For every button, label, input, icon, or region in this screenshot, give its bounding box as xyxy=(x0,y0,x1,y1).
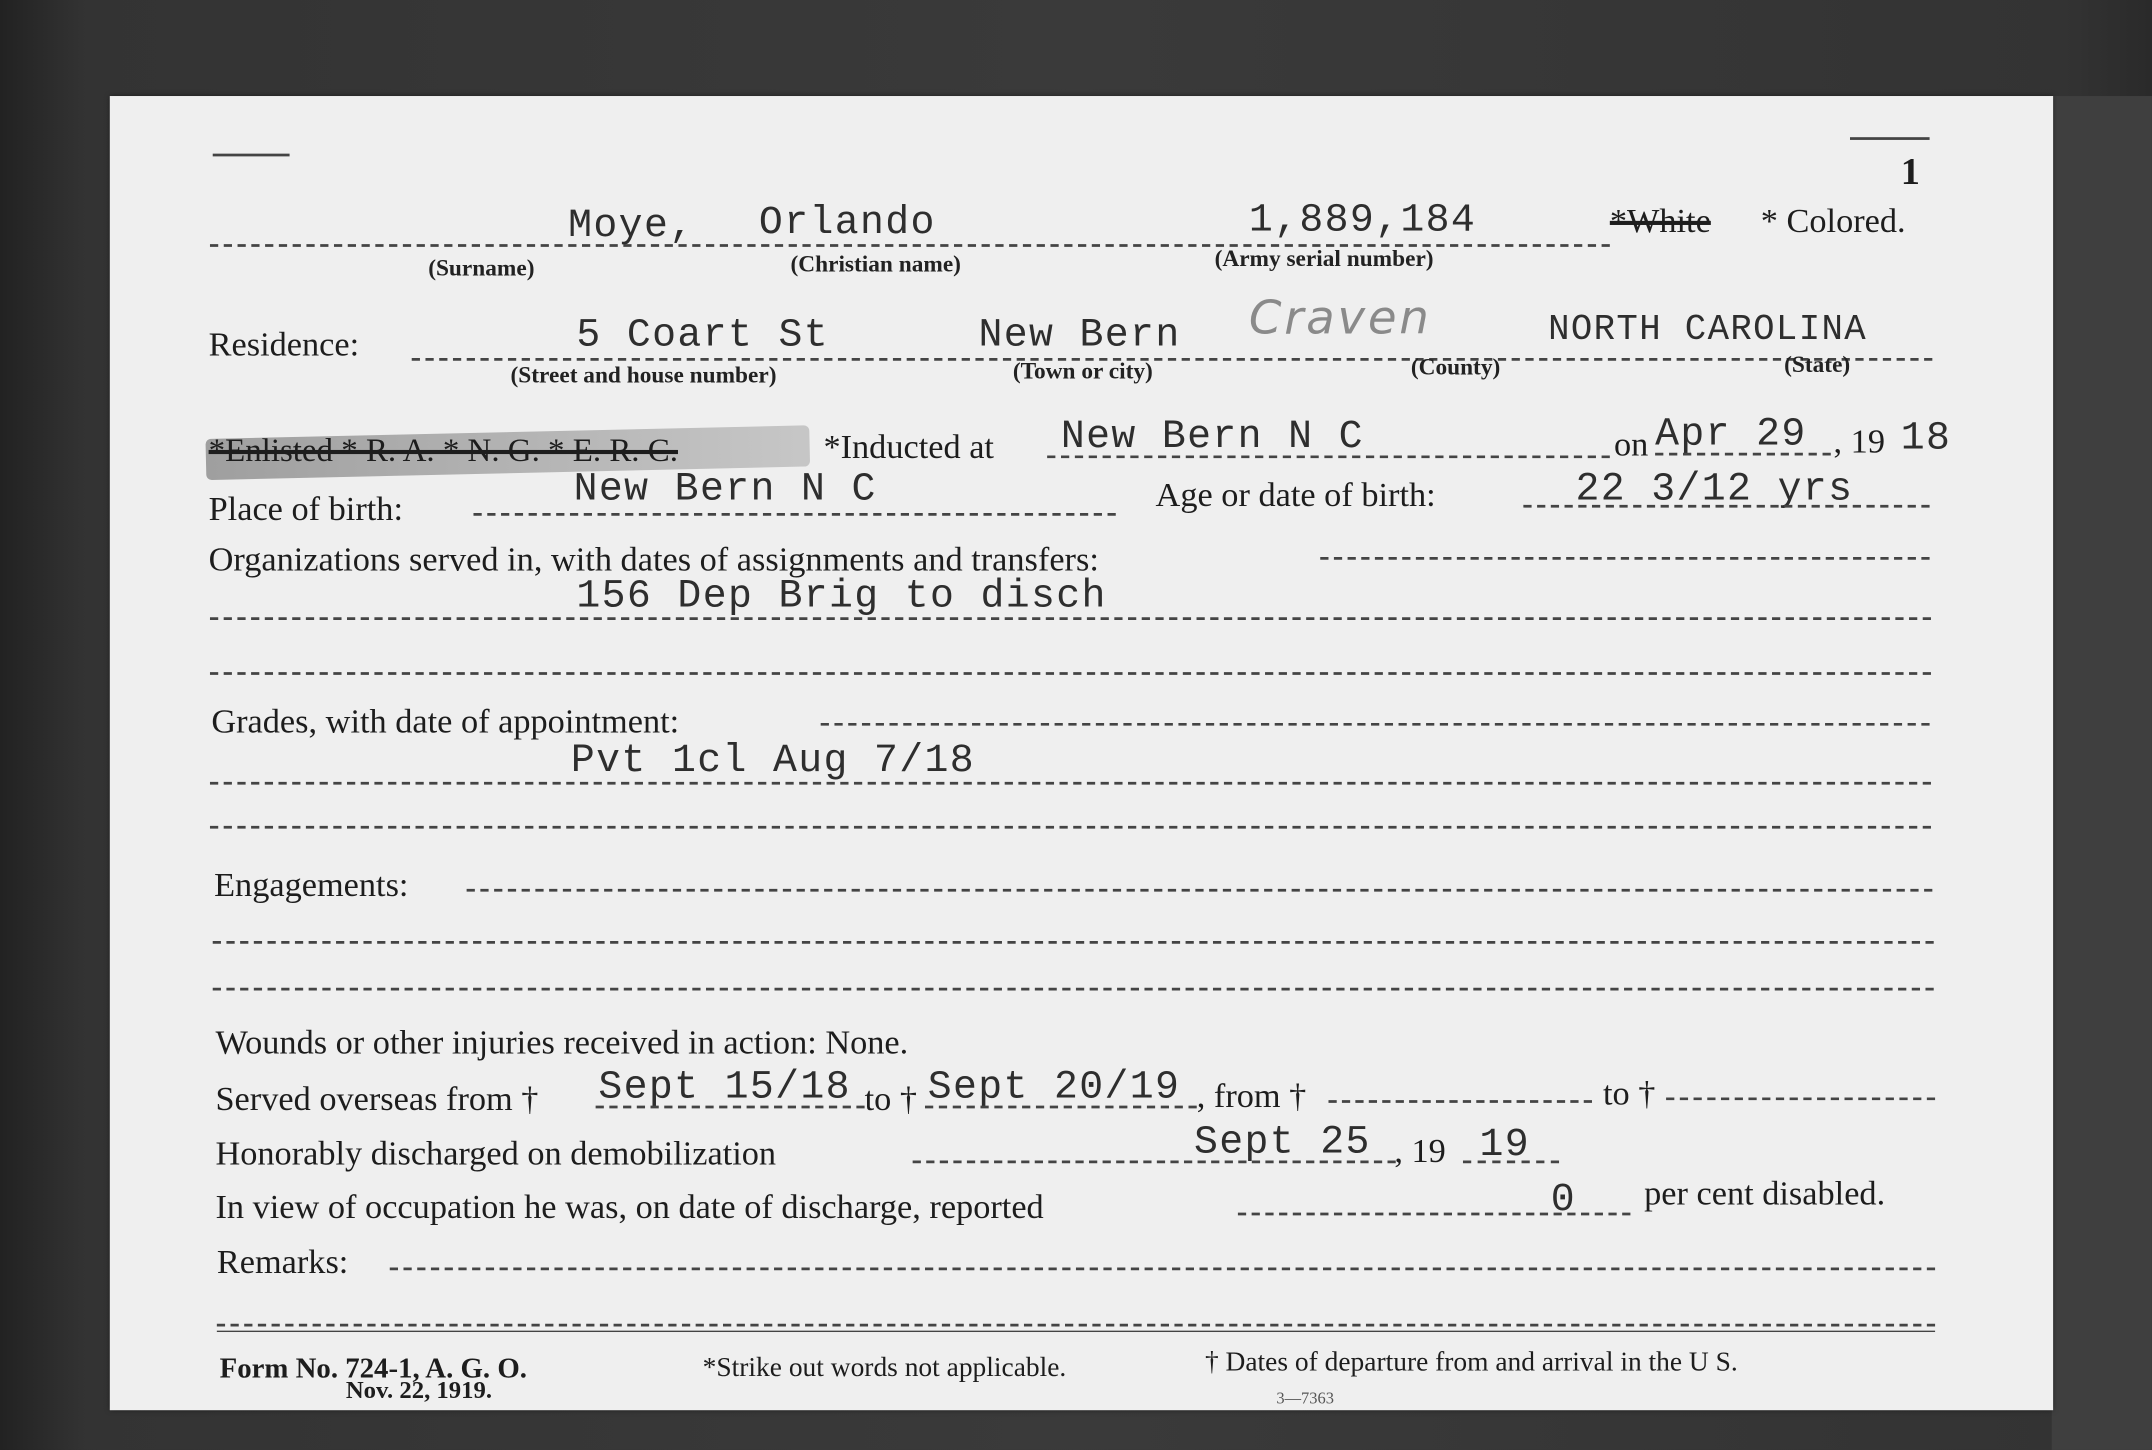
overseas-to-line xyxy=(925,1106,1197,1109)
discharge-year: 19 xyxy=(1479,1122,1530,1168)
race-colored: * Colored. xyxy=(1760,203,1906,241)
wounds-label: Wounds or other injuries received in action: None. xyxy=(215,1024,909,1062)
grades-line1-value: Pvt 1cl Aug 7/18 xyxy=(570,738,976,784)
race-white-struck: *White xyxy=(1609,203,1711,241)
engagements-line2 xyxy=(213,988,1934,991)
disability-value: 0 xyxy=(1550,1177,1577,1223)
overseas-from-line xyxy=(596,1106,865,1109)
remarks-label: Remarks: xyxy=(216,1244,349,1282)
remarks-line2 xyxy=(217,1324,1935,1327)
state-caption: (State) xyxy=(1784,351,1851,378)
grades-label: Grades, with date of appointment: xyxy=(211,703,680,741)
second-from-line xyxy=(1328,1100,1592,1103)
street-caption: (Street and house number) xyxy=(510,362,777,389)
disability-suffix: per cent disabled. xyxy=(1644,1175,1886,1213)
residence-town: New Bern xyxy=(978,312,1181,359)
on-label: on xyxy=(1613,426,1649,464)
remarks-double-rule xyxy=(217,1331,1935,1332)
age-value: 22 3/12 yrs xyxy=(1575,466,1854,512)
surname-value: Moye, xyxy=(568,203,695,249)
second-to-label: to † xyxy=(1602,1075,1656,1113)
induction-date-line xyxy=(1655,453,1831,456)
serial-number-caption: (Army serial number) xyxy=(1214,245,1434,272)
inducted-label: *Inducted at xyxy=(823,429,994,467)
induction-year-suffix: 18 xyxy=(1900,415,1952,461)
grades-line2 xyxy=(210,826,1931,829)
organizations-label: Organizations served in, with dates of assignments and transfers: xyxy=(208,541,1099,579)
print-code: 3—7363 xyxy=(1276,1388,1334,1408)
second-from-label: , from † xyxy=(1196,1078,1307,1116)
christian-name-caption: (Christian name) xyxy=(790,251,961,278)
residence-line xyxy=(412,358,1933,361)
form-number: Form No. 724-1, A. G. O. xyxy=(219,1351,527,1385)
overseas-to-label: to † xyxy=(864,1080,918,1119)
engagements-line1 xyxy=(213,941,1934,944)
birth-place-line xyxy=(473,513,1115,516)
paper-edge-shadow xyxy=(2052,96,2152,1450)
residence-state: NORTH CAROLINA xyxy=(1548,308,1868,350)
discharge-label: Honorably discharged on demobilization xyxy=(215,1135,777,1173)
inducted-line xyxy=(1047,455,1610,458)
page-number: 1 xyxy=(1900,150,1920,194)
surname-caption: (Surname) xyxy=(428,255,535,282)
overseas-to-date: Sept 20/19 xyxy=(927,1064,1181,1110)
residence-street: 5 Coart St xyxy=(576,312,829,359)
age-label: Age or date of birth: xyxy=(1155,477,1436,515)
disability-label: In view of occupation he was, on date of discharge, reported xyxy=(215,1189,1044,1227)
organizations-line2 xyxy=(210,672,1931,675)
induction-date: Apr 29 xyxy=(1655,411,1807,457)
grades-line1 xyxy=(210,782,1931,785)
county-caption: (County) xyxy=(1410,353,1501,380)
grades-label-line xyxy=(821,723,1930,726)
residence-label: Residence: xyxy=(208,326,360,364)
engagements-label-line xyxy=(467,889,1933,892)
town-caption: (Town or city) xyxy=(1012,358,1153,385)
age-line xyxy=(1523,505,1929,508)
discharge-date: Sept 25 xyxy=(1193,1119,1371,1165)
organizations-label-line xyxy=(1320,557,1929,560)
inducted-place: New Bern N C xyxy=(1060,414,1364,460)
second-to-line xyxy=(1666,1097,1935,1100)
form-date: Nov. 22, 1919. xyxy=(345,1375,493,1404)
discharge-year-prefix: , 19 xyxy=(1394,1133,1446,1171)
engagements-label: Engagements: xyxy=(214,866,409,905)
christian-name-value: Orlando xyxy=(758,200,936,246)
birth-place-label: Place of birth: xyxy=(208,491,403,529)
strike-note: *Strike out words not applicable. xyxy=(702,1352,1067,1383)
organizations-line1 xyxy=(210,617,1931,620)
induction-year-prefix: , 19 xyxy=(1833,423,1885,461)
residence-county-handwritten: Craven xyxy=(1248,290,1432,346)
organizations-line1-value: 156 Dep Brig to disch xyxy=(576,573,1107,619)
discharge-year-line xyxy=(1463,1161,1559,1164)
dates-note: † Dates of departure from and arrival in the U S. xyxy=(1204,1347,1738,1378)
serial-number-value: 1,889,184 xyxy=(1248,197,1477,243)
remarks-line1 xyxy=(390,1268,1935,1271)
overseas-from-date: Sept 15/18 xyxy=(598,1064,851,1110)
top-right-rule xyxy=(1850,137,1930,140)
overseas-label: Served overseas from † xyxy=(215,1080,539,1119)
top-left-rule xyxy=(213,154,290,157)
enlistment-options-struck: *Enlisted * R. A. * N. G. * E. R. C. xyxy=(208,433,678,470)
birth-place-value: New Bern N C xyxy=(573,466,877,512)
